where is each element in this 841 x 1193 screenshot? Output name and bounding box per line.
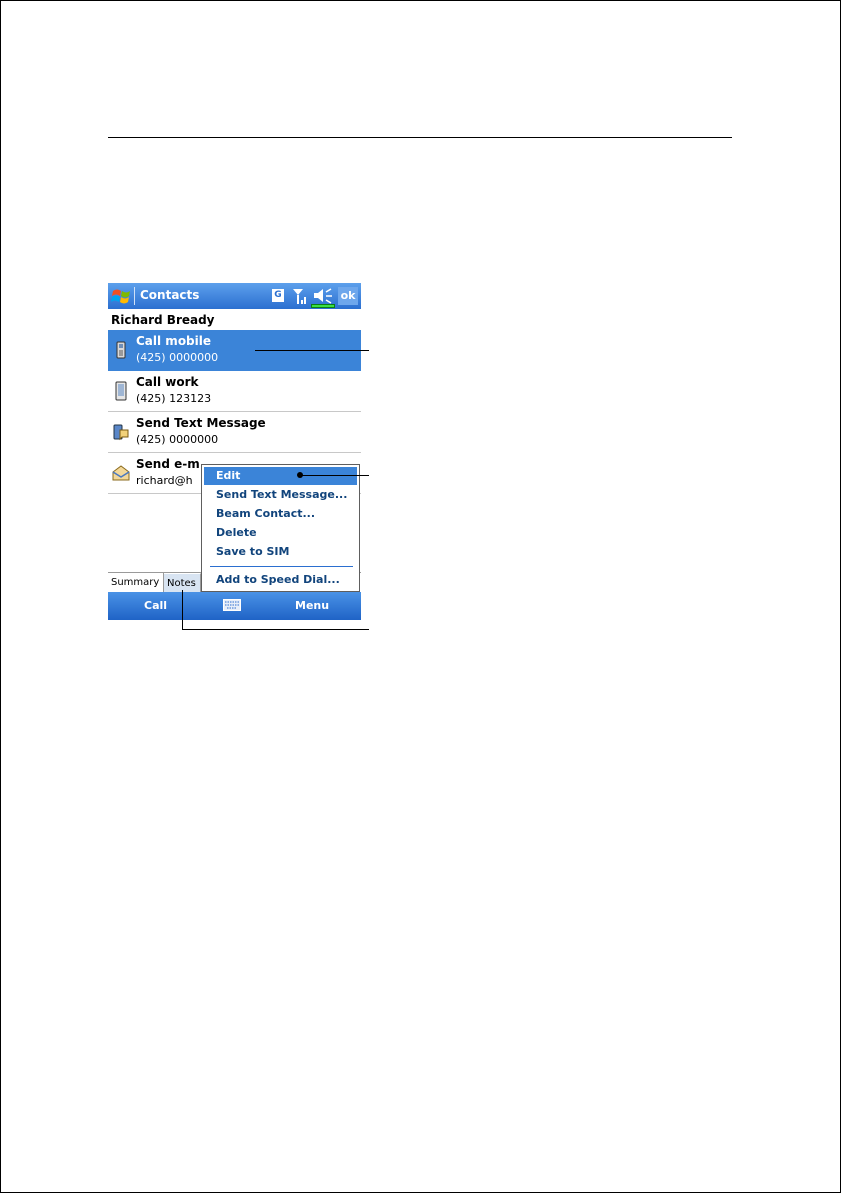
tab-summary[interactable]: Summary [108, 573, 164, 592]
context-menu [201, 464, 360, 592]
action-value: (425) 0000000 [136, 351, 219, 364]
menu-item-delete[interactable]: Delete [216, 526, 257, 539]
title-bar [108, 283, 361, 309]
device-screenshot [108, 283, 361, 620]
window-title: Contacts [140, 288, 200, 302]
callout-line-notes [182, 629, 369, 630]
mobile-phone-icon [112, 340, 130, 360]
action-label: Send Text Message [136, 416, 266, 430]
action-value: (425) 0000000 [136, 433, 219, 446]
contact-name: Richard Bready [111, 313, 215, 327]
action-value: (425) 123123 [136, 392, 212, 405]
ok-button[interactable]: ok [338, 287, 358, 305]
call-softkey[interactable]: Call [144, 599, 168, 612]
action-label: Call work [136, 375, 199, 389]
text-message-icon [112, 422, 130, 442]
header-rule [108, 137, 732, 138]
email-icon [112, 463, 130, 483]
action-row-call-work[interactable] [108, 371, 361, 412]
menu-softkey[interactable]: Menu [295, 599, 330, 612]
menu-item-add-to-speed-dial[interactable]: Add to Speed Dial... [216, 573, 340, 586]
callout-dot-edit [297, 472, 303, 478]
gprs-badge-icon[interactable]: G [272, 289, 284, 302]
speaker-icon[interactable] [312, 287, 334, 305]
menu-item-beam-contact[interactable]: Beam Contact... [216, 507, 316, 520]
battery-icon [311, 304, 335, 308]
action-label: Call mobile [136, 334, 212, 348]
action-row-send-text[interactable] [108, 412, 361, 453]
tab-notes[interactable]: Notes [164, 573, 201, 592]
menu-item-save-to-sim[interactable]: Save to SIM [216, 545, 290, 558]
callout-line-call-mobile [255, 350, 369, 351]
work-phone-icon [112, 381, 130, 401]
callout-line-notes-vertical [182, 590, 183, 630]
windows-start-icon[interactable] [110, 285, 134, 307]
menu-item-send-text-message[interactable]: Send Text Message... [216, 488, 348, 501]
action-value: richard@h [136, 474, 193, 487]
action-label: Send e-m [136, 457, 200, 471]
menu-item-edit[interactable]: Edit [204, 467, 357, 485]
signal-strength-icon[interactable] [292, 287, 308, 305]
callout-line-edit [300, 475, 369, 476]
keyboard-icon[interactable] [223, 599, 241, 611]
title-separator [134, 287, 135, 305]
soft-key-bar [108, 592, 361, 620]
menu-separator [210, 566, 353, 567]
